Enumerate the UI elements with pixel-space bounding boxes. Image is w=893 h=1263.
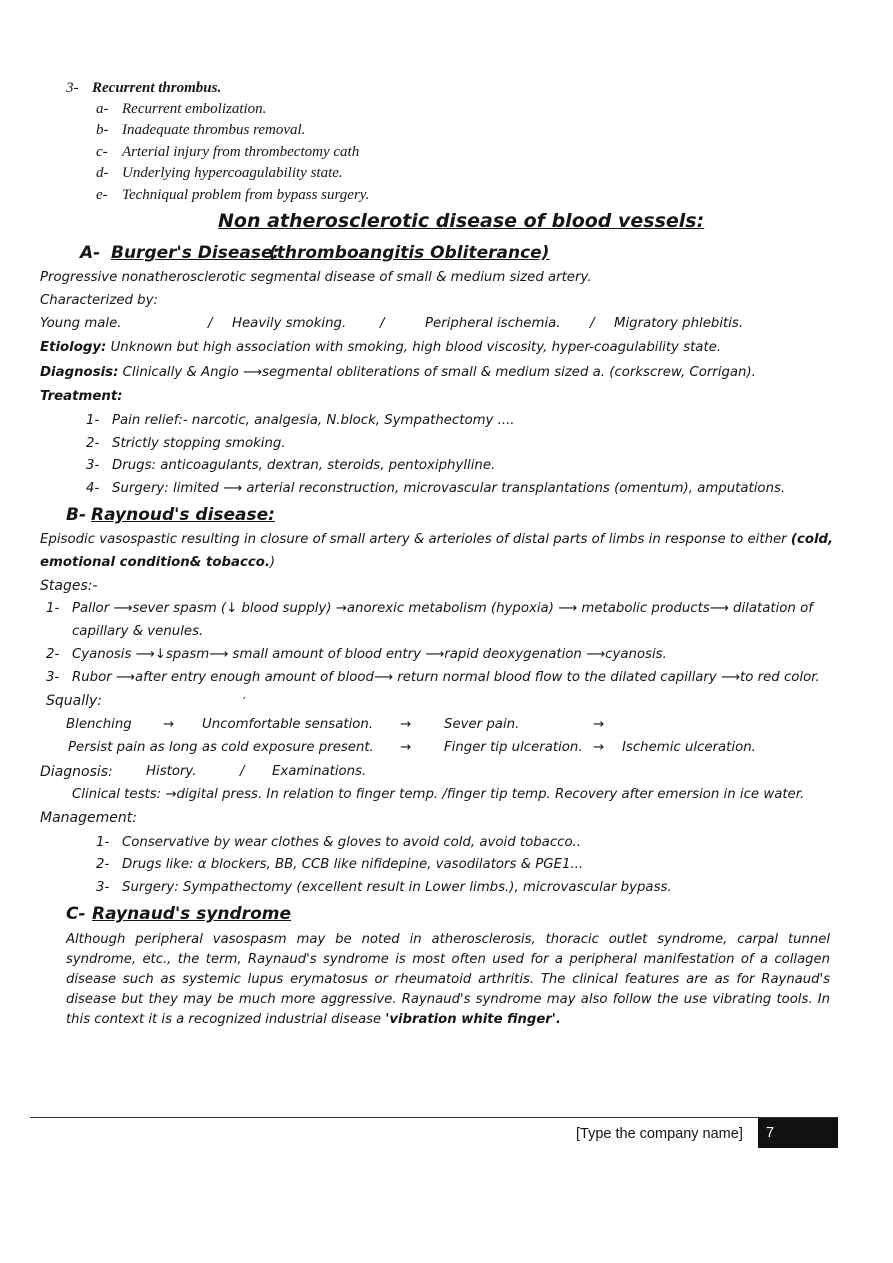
recurrent-number: 3- [66,80,79,96]
squally-step: Sever pain. [444,717,520,732]
recurrent-letter: b- [96,122,109,138]
stage-text: Rubor ⟶after entry enough amount of blood⟶ return normal blood flow to the dilated capillary ⟶to red color. [72,670,820,685]
squally-step: Persist pain as long as cold exposure present. [68,740,374,755]
raynaud-diagnosis-separator: / [240,764,245,779]
recurrent-letter: a- [96,101,109,117]
squally-step: Uncomfortable sensation. [202,717,374,732]
management-number: 1- [96,835,110,850]
raynaud-diagnosis-label: Diagnosis: [40,764,113,780]
footer-company-name: [Type the company name] [576,1126,743,1142]
section-b-title: Raynoud's disease: [91,505,275,525]
treatment-number: 1- [86,413,100,428]
etiology-text: Unknown but high association with smoking, high blood viscosity, hyper-coagulability state. [110,340,722,355]
raynaud-intro-bold: (cold, [790,532,834,547]
squally-arrow: → [400,717,412,732]
squally-arrow: → [593,740,605,755]
stage-text: Pallor ⟶sever spasm (↓ blood supply) →anorexic metabolism (hypoxia) ⟶ metabolic products⟶ dilatation of [72,601,813,616]
treatment-label: Treatment: [40,389,123,404]
squally-arrow: → [400,740,412,755]
diagnosis-label: Diagnosis: [40,365,119,380]
diagnosis-text: Clinically & Angio ⟶segmental obliterations of small & medium sized a. (corkscrew, Corrigan). [122,365,756,380]
stray-mark: ʻ [242,696,246,707]
management-label: Management: [40,810,137,826]
recurrent-letter: c- [96,144,108,160]
stage-text: Cyanosis ⟶↓spasm⟶ small amount of blood entry ⟶rapid deoxygenation ⟶cyanosis. [72,647,667,662]
syndrome-bold-term: 'vibration white finger'. [385,1012,561,1027]
stage-number: 1- [46,601,60,616]
treatment-number: 4- [86,481,100,496]
stage-number: 3- [46,670,60,685]
management-number: 3- [96,880,110,895]
main-heading: Non atherosclerotic disease of blood vessels: [218,210,705,232]
feature: Young male. [40,316,122,331]
feature-separator: / [380,316,385,331]
section-c-title: Raynaud's syndrome [92,904,291,924]
feature: Peripheral ischemia. [425,316,561,331]
treatment-item: Surgery: limited ⟶ arterial reconstruction, microvascular transplantations (omentum), amputations. [112,481,786,496]
squally-step: Ischemic ulceration. [622,740,756,755]
management-number: 2- [96,857,110,872]
raynaud-intro-end: ) [269,555,276,570]
treatment-item: Drugs: anticoagulants, dextran, steroids, pentoxiphylline. [112,458,496,473]
section-b-prefix: B- [66,505,87,525]
recurrent-item: Recurrent embolization. [122,101,267,117]
stage-number: 2- [46,647,60,662]
management-item: Conservative by wear clothes & gloves to avoid cold, avoid tobacco.. [122,835,582,850]
section-a-prefix: A- [80,243,101,263]
recurrent-item: Techniqual problem from bypass surgery. [122,187,370,203]
recurrent-item: Inadequate thrombus removal. [122,122,306,138]
stages-label: Stages:- [40,578,98,594]
recurrent-letter: d- [96,165,109,181]
feature-separator: / [208,316,213,331]
feature: Heavily smoking. [232,316,347,331]
burger-characterized: Characterized by: [40,293,158,308]
raynaud-intro: Episodic vasospastic resulting in closure of small artery & arterioles of distal parts of limbs in response to either [40,532,791,547]
page-number: 7 [758,1118,838,1148]
squally-label: Squally: [46,693,103,709]
section-a-title: Burger's Disease: [111,243,280,263]
raynaud-diagnosis-exam: Examinations. [272,764,367,779]
squally-step: Blenching [66,717,132,732]
recurrent-item: Arterial injury from thrombectomy cath [122,144,360,160]
clinical-tests: Clinical tests: →digital press. In relation to finger temp. /finger tip temp. Recovery after emersion in ice water. [72,787,805,802]
management-item: Surgery: Sympathectomy (excellent result in Lower limbs.), microvascular bypass. [122,880,672,895]
management-item: Drugs like: α blockers, BB, CCB like nifidepine, vasodilators & PGE1... [122,857,584,872]
etiology-label: Etiology: [40,340,107,355]
treatment-item: Pain relief:- narcotic, analgesia, N.block, Sympathectomy .... [112,413,515,428]
raynaud-diagnosis-history: History. [146,764,197,779]
recurrent-title: Recurrent thrombus. [92,80,222,96]
section-a-subtitle: (thromboangitis Obliterance) [269,243,550,263]
burger-intro: Progressive nonatherosclerotic segmental disease of small & medium sized artery. [40,270,592,285]
recurrent-item: Underlying hypercoagulability state. [122,165,343,181]
squally-step: Finger tip ulceration. [444,740,583,755]
squally-arrow: → [593,717,605,732]
treatment-item: Strictly stopping smoking. [112,436,286,451]
raynaud-intro-bold-cont: emotional condition& tobacco. [40,555,270,570]
syndrome-text: Although peripheral vasospasm may be noted in atherosclerosis, thoracic outlet syndrome, carpal tunnel syndrome, etc., the term, Raynaud's syndrome is most often used for a peripheral manifestation of a collagen disease such as systemic lupus erymatosus or rheumatoid arthritis. The clinical features are as for Raynaud's disease but they may be much more aggressive. Raynaud's syndrome may also follow the use vibrating tools. In this context it is a recognized industrial disease [66,932,830,1027]
section-c-prefix: C- [66,904,86,924]
feature: Migratory phlebitis. [614,316,744,331]
syndrome-paragraph [66,930,830,1030]
treatment-number: 3- [86,458,100,473]
feature-separator: / [590,316,595,331]
footer-rule [30,1117,838,1118]
stage-text-continued: capillary & venules. [72,624,204,639]
recurrent-letter: e- [96,187,108,203]
squally-arrow: → [163,717,175,732]
treatment-number: 2- [86,436,100,451]
